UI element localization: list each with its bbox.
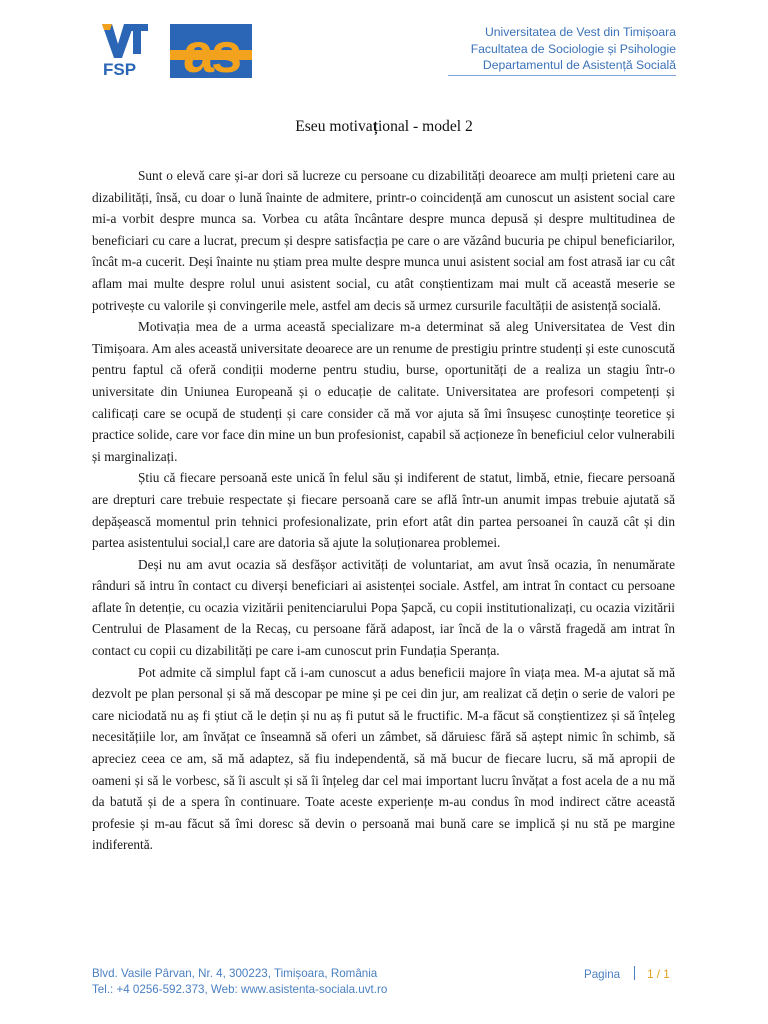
logo-as-text: as bbox=[182, 24, 240, 78]
faculty-name: Facultatea de Sociologie și Psihologie bbox=[470, 41, 676, 56]
header-institution bbox=[471, 24, 676, 74]
page-separator bbox=[634, 966, 635, 980]
paragraph: Pot admite că simplul fapt că i-am cunoscut a adus beneficii majore în viața mea. M-a ajutat să mă dezvolt pe plan personal și să mă descopar pe mine și pe cei din jur, am realizat că dețin o serie de valori pe care niciodată nu aș fi știut că le dețin și nu aș fi putut să le fructific. M-a făcut să conștientizez și să înțeleg necesitățiile lor, am învățat ce înseamnă să oferi un zâmbet, să dăruiesc fără să aștept nimic în schimb, să apreciez ceea ce am, să mă adaptez, să fiu independentă, să mă bucur de fiecare lucru, să mă apropii de oameni și să le vorbesc, să îi ascult și să îi înțeleg dar cel mai important lucru învățat a fost acela de a nu mă da batută și de a spera în continuare. Toate aceste experiențe m-au condus în mod indirect către această profesie și m-au făcut să îmi doresc să devin o persoană mai bună care se implică și nu stă pe margine indiferentă. bbox=[92, 664, 675, 853]
logo-fsp-text: FSP bbox=[103, 60, 137, 78]
as-logo bbox=[170, 24, 252, 78]
footer-pagination bbox=[584, 966, 670, 983]
university-name: Universitatea de Vest din Timișoara bbox=[484, 25, 676, 39]
title-part-1: Eseu motiva bbox=[295, 118, 373, 135]
footer-address: Blvd. Vasile Pârvan, Nr. 4, 300223, Timișoara, România bbox=[92, 967, 378, 980]
document-body bbox=[92, 165, 675, 856]
header-divider bbox=[448, 75, 676, 76]
paragraph: Motivația mea de a urma această specializare m-a determinat să aleg Universitatea de Vest din Timișoara. Am ales această universitate deoarece are un renume de prestigiu printre studenți și este cunoscută pentru faptul că oferă condiții moderne pentru studiu, burse, oportunități de a realiza un stagiu într-o universitate din Uniunea Europeană și o educație de calitate. Universitatea are profesori competenți și calificați care se ocupă de studenți și care consider că mă vor ajuta să îmi însușesc cunoștințe teoretice și practice solide, care vor face din mine un bun profesionist, capabil să acționeze în beneficiul celor vulnerabili și marginalizați. bbox=[92, 319, 675, 464]
uvt-fsp-logo bbox=[100, 22, 150, 78]
department-name: Departamentul de Asistență Socială bbox=[482, 58, 676, 72]
paragraph: Sunt o elevă care și-ar dori să lucreze cu persoane cu dizabilități deoarece am mulți prieteni care au dizabilități, însă, cu doar o lună înainte de admitere, printr-o coincidență am cunoscut un asistent social care mi-a vorbit despre munca sa. Vorbea cu atâta încântare despre munca depusă și despre multitudinea de beneficiari cu care a lucrat, precum și despre satisfacția pe care o are văzând bucuria pe chipul beneficiarilor, încât m-a cucerit. Deși înainte nu știam prea multe despre munca unui asistent social am fost atrasă iar cu cât aflam mai multe despre rolul unui asistent social, cu atât conștientizam mai mult că această meserie se potrivește cu valorile și convingerile mele, astfel am decis să urmez cursurile facultății de asistență socială. bbox=[92, 168, 675, 313]
paragraph: Deși nu am avut ocazia să desfășor activități de voluntariat, am avut însă ocazia, în nenumărate rânduri să intru în contact cu diverși beneficiari ai asistenței sociale. Astfel, am intrat în contact cu persoane aflate în detenție, cu ocazia vizitării penitenciarului Popa Șapcă, cu copii institutionalizați, cu ocazia vizitării Centrului de Plasament de la Recaș, cu persoane fără adapost, iar încă de la o vârstă fragedă am intrat în contact cu copii cu dizabilități pe care i-am cunoscut prin Fundația Speranța. bbox=[92, 556, 675, 659]
page-number: 1 / 1 bbox=[647, 968, 670, 981]
footer-contact bbox=[92, 966, 387, 998]
document-title bbox=[0, 118, 768, 136]
title-part-2: ional - model 2 bbox=[377, 118, 473, 135]
page-label: Pagina bbox=[584, 968, 621, 981]
paragraph: Știu că fiecare persoană este unică în felul său și indiferent de statut, limbă, etnie, fiecare persoană are drepturi care trebuie respectate și fiecare persoană care se află într-un anumit impas trebuie ajutată să depășească momentul prin tehnici profesionalizate, prin efort atât din partea persoanei în cauză cât și din partea asistentului social,l care are datoria să ajute la soluționarea problemei. bbox=[92, 470, 675, 551]
footer-phone-web: Tel.: +4 0256-592.373, Web: www.asistenta-sociala.uvt.ro bbox=[92, 983, 388, 996]
title-part-bold: ț bbox=[372, 118, 378, 135]
